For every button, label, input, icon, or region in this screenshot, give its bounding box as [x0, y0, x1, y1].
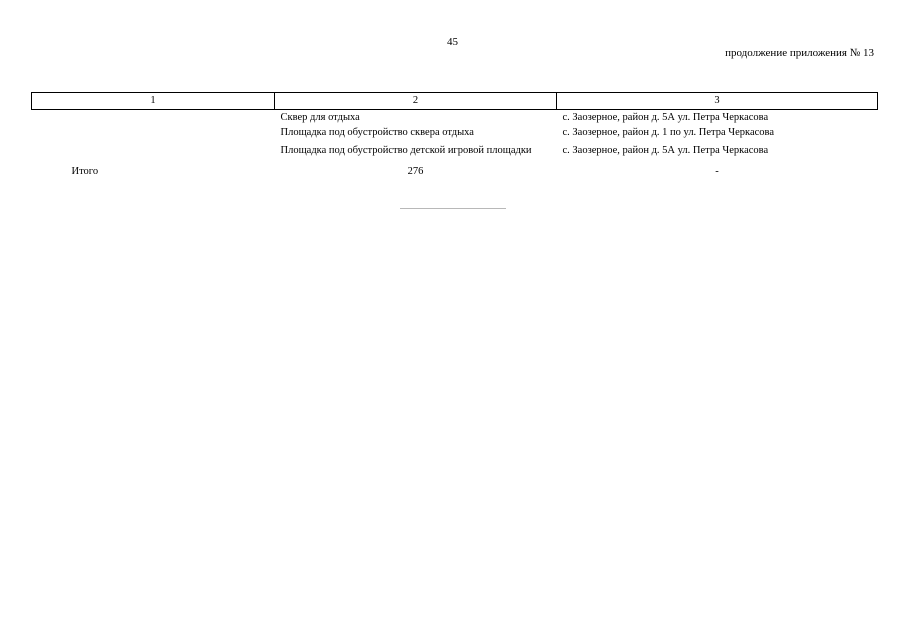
row-3-object-name: Площадка под обустройство детской игровой площадки: [280, 145, 532, 156]
table-row: [32, 110, 878, 126]
objects-table-container: [31, 92, 877, 182]
column-number-2: 2: [275, 93, 557, 110]
appendix-continuation-note: продолжение приложения № 13: [725, 47, 874, 59]
row-2-object-name: Площадка под обустройство сквера отдыха: [280, 126, 474, 138]
page-number: 45: [447, 36, 458, 48]
table-row: [32, 125, 878, 140]
total-label: Итого: [71, 166, 99, 177]
column-number-3: 3: [557, 93, 878, 110]
total-row: [32, 162, 878, 182]
table-row: [32, 140, 878, 162]
row-2-col-1: [32, 125, 275, 140]
row-1-object-name: Сквер для отдыха: [280, 111, 360, 123]
total-value: 276: [407, 166, 424, 177]
table-body: [32, 110, 878, 183]
objects-table: [31, 92, 878, 182]
row-3-col-1: [32, 140, 275, 162]
row-2-location: с. Заозерное, район д. 1 по ул. Петра Черкасова: [562, 126, 775, 138]
column-number-row: [32, 93, 878, 110]
row-1-col-1: [32, 110, 275, 126]
row-1-location: с. Заозерное, район д. 5А ул. Петра Черкасова: [562, 111, 769, 123]
total-col-3: -: [715, 166, 719, 177]
end-of-table-rule: [400, 208, 506, 209]
row-3-location: с. Заозерное, район д. 5А ул. Петра Черкасова: [562, 145, 769, 156]
table-header: [32, 93, 878, 110]
column-number-1: 1: [32, 93, 275, 110]
